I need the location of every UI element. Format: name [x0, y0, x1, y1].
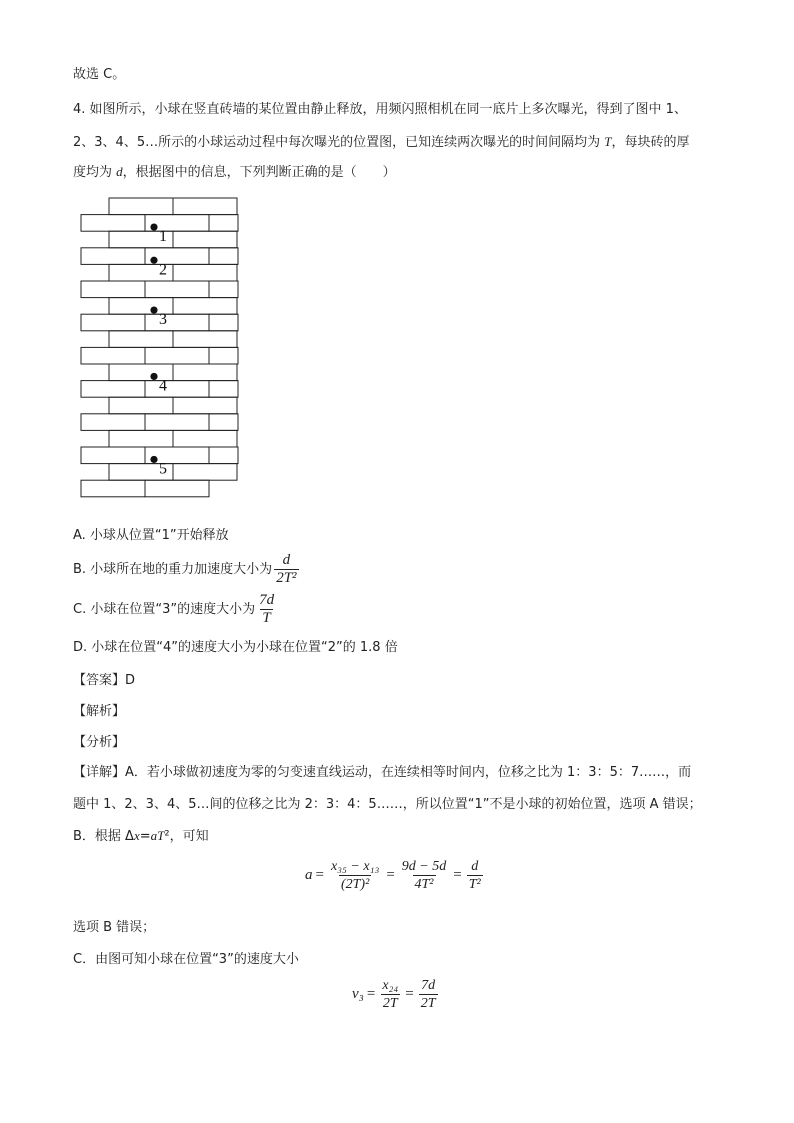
- ball-2: [150, 257, 157, 264]
- brick: [209, 447, 238, 464]
- question-line-2: [73, 133, 689, 152]
- eq1-f1-den: (2T)²: [340, 877, 370, 892]
- eq1-equals-3: =: [453, 867, 462, 883]
- brick: [145, 381, 209, 398]
- option-c-numerator: 7d: [259, 592, 275, 608]
- brick: [173, 231, 237, 248]
- brick: [209, 381, 238, 398]
- answer-label: 【答案】D: [73, 673, 136, 688]
- detail-line-2: 题中 1、2、3、4、5…间的位移之比为 2：3：4：5……，所以位置“1”不是小球的初始位置，选项 A 错误；: [73, 797, 702, 812]
- detail-line-1: 【详解】A．若小球做初速度为零的匀变速直线运动，在连续相等时间内，位移之比为 1：3：5：7……，而: [73, 765, 692, 780]
- brick: [109, 198, 173, 215]
- eq2-f1-num: x₂₄: [382, 978, 399, 993]
- balls: [150, 223, 167, 477]
- ball-5: [150, 456, 157, 463]
- brick: [109, 397, 173, 414]
- eq1-f3-den: T²: [468, 877, 481, 892]
- detail-line-3-eq: =: [139, 829, 151, 844]
- brick: [173, 298, 237, 315]
- brick: [209, 347, 238, 364]
- ball-label-3: 3: [159, 311, 167, 329]
- previous-answer: 故选 C。: [73, 67, 126, 82]
- brick: [145, 347, 209, 364]
- eq1-fraction-1: [329, 858, 381, 893]
- brick: [81, 281, 145, 298]
- eq1-fraction-3: [467, 858, 483, 893]
- option-a: A. 小球从位置“1”开始释放: [73, 528, 229, 543]
- option-c-fraction: [257, 592, 276, 627]
- option-b: [73, 552, 301, 587]
- detail-line-4: 选项 B 错误；: [73, 920, 156, 935]
- brick: [173, 464, 237, 481]
- brick: [145, 314, 209, 331]
- brick: [81, 381, 145, 398]
- eq1-equals-1: =: [315, 867, 324, 883]
- question-line-3: [73, 163, 396, 182]
- brick: [173, 430, 237, 447]
- brick: [145, 480, 209, 497]
- eq1-f3-num: d: [471, 859, 479, 874]
- detail-line-3-x: x: [133, 828, 140, 843]
- brick: [81, 347, 145, 364]
- detail-line-3-e: ²，可知: [164, 829, 209, 844]
- option-c-denominator: T: [262, 610, 271, 626]
- eq2-f2-den: 2T: [420, 996, 436, 1011]
- analysis-sub-label: 【分析】: [73, 735, 126, 750]
- brick: [173, 198, 237, 215]
- eq1-equals-2: =: [386, 867, 395, 883]
- brick: [81, 215, 145, 232]
- brick: [145, 414, 209, 431]
- brick: [173, 397, 237, 414]
- brick: [81, 248, 145, 265]
- brick: [173, 364, 237, 381]
- brick: [209, 414, 238, 431]
- ball-4: [150, 373, 157, 380]
- equation-acceleration: [305, 858, 485, 893]
- ball-label-5: 5: [159, 460, 167, 478]
- ball-label-4: 4: [159, 377, 167, 395]
- ball-label-2: 2: [159, 261, 167, 279]
- eq1-f2-num: 9d − 5d: [401, 859, 447, 874]
- detail-line-3: [73, 827, 209, 846]
- brick: [81, 480, 145, 497]
- brick: [81, 447, 145, 464]
- eq2-lhs: v₃: [352, 986, 364, 1002]
- question-line-3-a: 度均为: [73, 165, 117, 180]
- var-T: T: [604, 134, 612, 149]
- brick: [209, 314, 238, 331]
- brick: [173, 264, 237, 281]
- brick: [145, 281, 209, 298]
- option-b-text: B. 小球所在地的重力加速度大小为: [73, 561, 273, 577]
- brick: [109, 331, 173, 348]
- brick: [109, 430, 173, 447]
- ball-3: [150, 306, 157, 313]
- brick: [209, 248, 238, 265]
- eq2-f1-den: 2T: [382, 996, 398, 1011]
- equation-velocity: [352, 977, 440, 1012]
- brick: [81, 314, 145, 331]
- question-line-2-a: 2、3、4、5…所示的小球运动过程中每次曝光的位置图，已知连续两次曝光的时间间隔均为: [73, 135, 605, 150]
- detail-line-5: C．由图可知小球在位置“3”的速度大小: [73, 952, 299, 967]
- eq1-f2-den: 4T²: [414, 877, 434, 892]
- question-line-2-b: ，每块砖的厚: [611, 135, 690, 150]
- option-d: D. 小球在位置“4”的速度大小为小球在位置“2”的 1.8 倍: [73, 640, 398, 655]
- option-b-denominator: 2T²: [276, 570, 297, 586]
- brick: [81, 414, 145, 431]
- brick-wall-figure: [80, 197, 240, 499]
- eq2-equals-1: =: [366, 986, 376, 1002]
- brick: [209, 215, 238, 232]
- analysis-label: 【解析】: [73, 704, 126, 719]
- option-c: [73, 592, 278, 627]
- eq2-fraction-1: [380, 977, 400, 1012]
- detail-line-3-aT: aT: [150, 828, 165, 843]
- eq2-fraction-2: [419, 977, 438, 1012]
- eq2-f2-num: 7d: [421, 978, 436, 993]
- option-b-numerator: d: [282, 552, 291, 568]
- eq2-equals-2: =: [405, 986, 414, 1002]
- ball-1: [150, 223, 157, 230]
- question-line-3-b: ，根据图中的信息，下列判断正确的是（ ）: [122, 165, 396, 180]
- question-line-1: 4. 如图所示，小球在竖直砖墙的某位置由静止释放，用频闪照相机在同一底片上多次曝光，得到了图中 1、: [73, 102, 687, 117]
- eq1-fraction-2: [400, 858, 448, 893]
- var-d: d: [116, 164, 123, 179]
- eq1-f1-num: x₃₅ − x₁₃: [330, 859, 380, 874]
- detail-line-3-a: B．根据 Δ: [73, 829, 134, 844]
- option-b-fraction: [274, 552, 298, 587]
- ball-label-1: 1: [159, 228, 167, 246]
- brick: [209, 281, 238, 298]
- brick: [173, 331, 237, 348]
- eq1-lhs: a: [305, 867, 313, 883]
- option-c-text: C. 小球在位置“3”的速度大小为: [73, 601, 256, 617]
